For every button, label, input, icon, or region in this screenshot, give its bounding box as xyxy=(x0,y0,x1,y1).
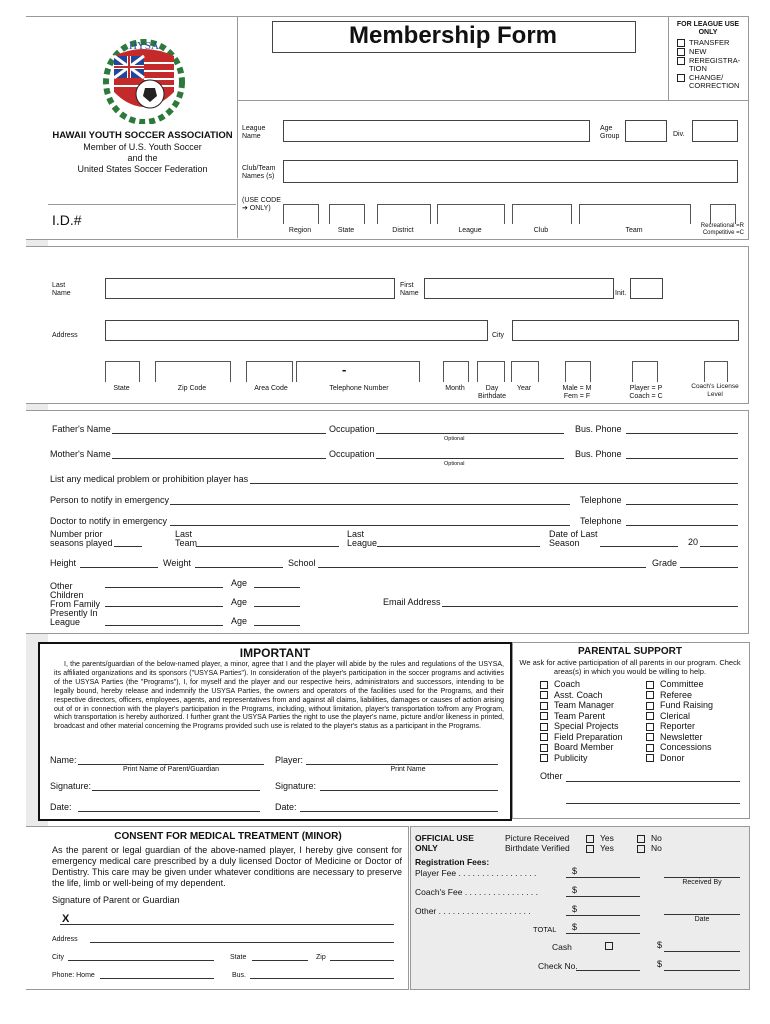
picture-received-label: Picture Received xyxy=(505,833,570,843)
option-team-parent: Team Parent xyxy=(554,710,606,721)
child-3-age-label: Age xyxy=(231,616,248,626)
email-input[interactable] xyxy=(442,606,738,607)
consent-address-input[interactable] xyxy=(90,942,394,943)
address-input[interactable] xyxy=(105,320,488,341)
option-reregistration: REREGISTRA- TION xyxy=(689,56,741,73)
school-label: School xyxy=(288,558,316,568)
picture-no-label: No xyxy=(651,833,662,843)
father-bus-phone-label: Bus. Phone xyxy=(575,424,622,434)
child-3-input[interactable] xyxy=(105,625,223,626)
option-team-manager: Team Manager xyxy=(554,700,615,710)
important-body: I, the parents/guardian of the below-named player, a minor, agree that I and the player will abide by the rules and regulations of the USYSA, its affiliated organizations and its sponsors ("USYSA Parties"). In consideration of the player's participation in the soccer programs and activities of the USYSA Parties (the "Programs"), I, for myself and the player and our respective heirs, administrators and successors, intending to be legally bound, hereby release and indemnify the USYSA Parties, the owners and operators of the facilities used for the Programs, and their respective directors, officers, employees, agents, and representatives from and against all claims, liabilities, damages or causes of action arising out of or in connection with the player's participation in the Programs, including, without limitation, player's transportation to/from any Program, which transportation is hereby authorized. I further grant the USYSA Parties the right to use the player's name, picture and/or likeness in printed, broadcast and other material concerning the Programs provided such use is related to the player's status as a participant in the Programs. xyxy=(54,661,504,731)
emergency-telephone-label: Telephone xyxy=(580,495,622,505)
last-team-label: Last Team xyxy=(175,529,198,548)
init-input[interactable] xyxy=(630,278,663,299)
option-concessions: Concessions xyxy=(660,742,712,752)
option-committee: Committee xyxy=(660,679,704,689)
birthdate-no[interactable] xyxy=(637,843,662,854)
important-title: IMPORTANT xyxy=(239,646,311,660)
option-new: NEW xyxy=(689,47,707,56)
player-date-label: Date: xyxy=(275,802,297,812)
official-use-label: OFFICIAL USE ONLY xyxy=(415,833,474,853)
header-top-divider xyxy=(237,100,748,101)
cash-checkbox[interactable] xyxy=(605,942,613,950)
month-label: Month xyxy=(445,385,465,392)
use-code-label: (USE CODE ➔ ONLY) xyxy=(242,197,281,212)
consent-state-input[interactable] xyxy=(252,960,308,961)
header-left-divider xyxy=(237,16,238,238)
other-fee-label: Other . . . . . . . . . . . . . . . . . . . . xyxy=(415,906,531,916)
emergency-label: Person to notify in emergency xyxy=(50,495,170,505)
code-district-label: District xyxy=(392,227,414,234)
parental-option[interactable] xyxy=(540,711,623,722)
total-dollar: $ xyxy=(572,922,578,932)
parental-option[interactable] xyxy=(646,679,713,690)
emergency-telephone-input[interactable] xyxy=(626,504,738,505)
area-code-box[interactable] xyxy=(246,361,293,382)
parental-option[interactable] xyxy=(540,753,623,764)
birthdate-yes-label: Yes xyxy=(600,843,614,853)
parental-title: PARENTAL SUPPORT xyxy=(578,646,682,657)
grade-label: Grade xyxy=(652,558,678,568)
height-label: Height xyxy=(50,558,77,568)
player-fee-label: Player Fee . . . . . . . . . . . . . . . . . xyxy=(415,868,537,878)
parental-option[interactable] xyxy=(540,690,623,701)
first-name-label: First Name xyxy=(400,282,419,297)
age-group-label: Age Group xyxy=(600,125,620,140)
code-state-label: State xyxy=(337,227,355,234)
last-name-label: Last Name xyxy=(52,282,71,297)
consent-signature-input[interactable] xyxy=(60,924,394,925)
org-line3: and the xyxy=(127,153,158,163)
check-no-label: Check No. xyxy=(538,961,578,971)
print-parent-label: Print Name of Parent/Guardian xyxy=(122,766,220,773)
zip-box[interactable] xyxy=(155,361,231,382)
option-fund-raising: Fund Raising xyxy=(660,700,714,710)
consent-title: CONSENT FOR MEDICAL TREATMENT (MINOR) xyxy=(114,831,342,842)
address-label: Address xyxy=(52,332,78,339)
consent-phone-home-label: Phone: Home xyxy=(52,972,95,979)
medical-input[interactable] xyxy=(250,483,738,484)
code-region-label: Region xyxy=(288,227,312,234)
telephone-box[interactable] xyxy=(296,361,420,382)
league-use-option[interactable] xyxy=(677,74,739,90)
parental-option[interactable] xyxy=(646,753,713,764)
org-line2: Member of U.S. Youth Soccer xyxy=(83,142,202,152)
city-label: City xyxy=(492,332,505,339)
check-no-input[interactable] xyxy=(576,970,640,971)
emergency-input[interactable] xyxy=(170,504,570,505)
consent-zip-input[interactable] xyxy=(330,960,394,961)
child-1-age-label: Age xyxy=(231,578,248,588)
last-team-input[interactable] xyxy=(196,546,339,547)
email-label: Email Address xyxy=(383,597,441,607)
option-reporter: Reporter xyxy=(660,721,696,731)
parent-date-input[interactable] xyxy=(78,811,260,812)
code-rec-comp-box[interactable] xyxy=(710,204,736,224)
last-league-input[interactable] xyxy=(377,546,540,547)
club-team-input[interactable] xyxy=(283,160,738,183)
child-1-age-input[interactable] xyxy=(254,587,300,588)
org-name: HAWAII YOUTH SOCCER ASSOCIATION xyxy=(52,130,233,141)
coach-fee-dollar: $ xyxy=(572,885,578,895)
office-date-label: Date xyxy=(694,916,710,923)
player-name-label: Player: xyxy=(275,755,304,765)
code-league-box[interactable] xyxy=(437,204,505,224)
consent-phone-home-input[interactable] xyxy=(100,978,214,979)
zip-label: Zip Code xyxy=(177,385,207,392)
received-by-input[interactable] xyxy=(664,877,740,878)
option-coach: Coach xyxy=(554,679,581,689)
consent-city-label: City xyxy=(52,954,65,961)
date-last-season-label: Date of Last Season xyxy=(549,529,598,548)
page-title: Membership Form xyxy=(348,22,558,49)
coach-fee-input[interactable] xyxy=(566,896,640,897)
city-input[interactable] xyxy=(512,320,739,341)
year-suffix-input[interactable] xyxy=(700,546,738,547)
consent-body: As the parent or legal guardian of the above-named player, I hereby give consent for emergency medical care prescribed by a duly licensed Doctor of Medicine or Doctor of Dentistry. This care may be given under whatever conditions are necessary to preserve the life, limb or well-being of my dependent. xyxy=(52,845,402,888)
parental-other-label: Other xyxy=(540,771,563,781)
parent-date-label: Date: xyxy=(50,802,72,812)
code-team-box[interactable] xyxy=(579,204,691,224)
mother-occupation-label: Occupation xyxy=(329,449,375,459)
parent-name-label: Name: xyxy=(50,755,77,765)
year-label: Year xyxy=(516,385,532,392)
league-name-label: League Name xyxy=(242,125,266,140)
role-box[interactable] xyxy=(632,361,658,382)
age-group-input[interactable] xyxy=(625,120,667,142)
parent-signature-input[interactable] xyxy=(92,790,260,791)
doctor-telephone-input[interactable] xyxy=(626,525,738,526)
school-input[interactable] xyxy=(318,567,646,568)
player-fee-input[interactable] xyxy=(566,877,640,878)
cash-dollar: $ xyxy=(657,940,663,950)
consent-zip-label: Zip xyxy=(316,954,326,961)
area-code-label: Area Code xyxy=(254,385,288,392)
option-special-projects: Special Projects xyxy=(554,721,619,731)
parental-other-input[interactable] xyxy=(566,781,740,782)
telephone-label: Telephone Number xyxy=(329,385,389,392)
parental-option[interactable] xyxy=(646,700,713,711)
consent-x-mark: X xyxy=(62,913,70,925)
option-asst-coach: Asst. Coach xyxy=(554,689,603,700)
option-field-preparation: Field Preparation xyxy=(554,731,623,742)
other-children-label: Other Children From Family Presently In League xyxy=(50,581,100,627)
coach-license-label: Coach's License Level xyxy=(691,383,739,398)
player-signature-label: Signature: xyxy=(275,781,317,791)
league-name-input[interactable] xyxy=(283,120,590,142)
consent-bus-input[interactable] xyxy=(250,978,394,979)
total-label: TOTAL xyxy=(533,925,557,934)
player-date-input[interactable] xyxy=(300,811,498,812)
player-signature-input[interactable] xyxy=(320,790,498,791)
parental-option[interactable] xyxy=(646,742,713,753)
year-box[interactable] xyxy=(511,361,539,382)
parental-option[interactable] xyxy=(646,711,713,722)
div-input[interactable] xyxy=(692,120,738,142)
child-3-age-input[interactable] xyxy=(254,625,300,626)
consent-bus-label: Bus. xyxy=(232,972,247,979)
day-box[interactable] xyxy=(477,361,505,382)
init-label: Init. xyxy=(615,290,627,297)
child-2-age-label: Age xyxy=(231,597,248,607)
mother-occupation-input[interactable] xyxy=(376,458,564,459)
logo-text: HYSA xyxy=(129,40,159,52)
code-club-box[interactable] xyxy=(512,204,572,224)
parental-intro: We ask for active participation of all parents in our program. Check areas(s) in which you would be willing to help. xyxy=(519,658,741,676)
father-label: Father's Name xyxy=(52,424,111,434)
last-name-input[interactable] xyxy=(105,278,395,299)
parental-option[interactable] xyxy=(540,700,623,711)
father-bus-phone-input[interactable] xyxy=(626,433,738,434)
div-label: Div. xyxy=(673,131,685,138)
option-publicity: Publicity xyxy=(554,752,588,763)
office-date-input[interactable] xyxy=(664,914,740,915)
parental-option[interactable] xyxy=(646,690,713,701)
parental-option[interactable] xyxy=(540,742,623,753)
rec-comp-label: Recreational =R Competitive =C xyxy=(700,223,744,236)
mother-bus-phone-input[interactable] xyxy=(626,458,738,459)
option-change-correction: CHANGE/ CORRECTION xyxy=(689,73,740,90)
parental-option[interactable] xyxy=(646,721,713,732)
grade-input[interactable] xyxy=(680,567,738,568)
height-input[interactable] xyxy=(80,567,158,568)
cash-label: Cash xyxy=(552,942,572,952)
player-name-input[interactable] xyxy=(306,764,498,765)
first-name-input[interactable] xyxy=(424,278,614,299)
other-fee-input[interactable] xyxy=(566,915,640,916)
org-line4: United States Soccer Federation xyxy=(77,164,208,174)
doctor-input[interactable] xyxy=(170,525,570,526)
parental-option[interactable] xyxy=(540,679,623,690)
child-2-input[interactable] xyxy=(105,606,223,607)
role-label: Player = P Coach = C xyxy=(629,385,663,400)
mother-bus-phone-label: Bus. Phone xyxy=(575,449,622,459)
option-transfer: TRANSFER xyxy=(689,38,730,47)
doctor-label: Doctor to notify in emergency xyxy=(50,516,168,526)
father-input[interactable] xyxy=(112,433,326,434)
doctor-telephone-label: Telephone xyxy=(580,516,622,526)
option-newsletter: Newsletter xyxy=(660,731,703,742)
sex-label: Male = M Fem = F xyxy=(562,385,592,400)
telephone-dash: - xyxy=(342,362,347,377)
code-league-label: League xyxy=(458,227,482,234)
option-clerical: Clerical xyxy=(660,710,691,721)
medical-label: List any medical problem or prohibition player has xyxy=(50,474,249,484)
day-birthdate-label: Day Birthdate xyxy=(477,385,507,400)
month-box[interactable] xyxy=(443,361,469,382)
club-team-label: Club/Team Names (s) xyxy=(242,165,276,180)
reg-fees-label: Registration Fees: xyxy=(415,857,490,867)
parent-signature-label: Signature: xyxy=(50,781,92,791)
player-fee-dollar: $ xyxy=(572,866,578,876)
parental-right-list xyxy=(646,679,713,763)
date-last-season-input[interactable] xyxy=(600,546,678,547)
birthdate-yes[interactable] xyxy=(586,843,614,854)
option-board-member: Board Member xyxy=(554,742,614,752)
parental-option[interactable] xyxy=(646,732,713,743)
mother-label: Mother's Name xyxy=(50,449,111,459)
parental-option[interactable] xyxy=(540,721,623,732)
league-use-heading: FOR LEAGUE USE ONLY xyxy=(676,21,740,36)
check-dollar: $ xyxy=(657,959,663,969)
league-use-option[interactable] xyxy=(677,48,707,56)
consent-city-input[interactable] xyxy=(68,960,214,961)
sex-box[interactable] xyxy=(565,361,591,382)
prior-seasons-label: Number prior seasons played xyxy=(50,529,113,548)
cash-input[interactable] xyxy=(664,951,740,952)
received-by-label: Received By xyxy=(682,879,722,886)
father-occupation-label: Occupation xyxy=(329,424,375,434)
state-box[interactable] xyxy=(105,361,140,382)
last-league-label: Last League xyxy=(347,529,378,548)
option-donor: Donor xyxy=(660,752,685,763)
father-optional: Optional xyxy=(444,436,465,442)
league-use-option[interactable] xyxy=(677,39,729,47)
birthdate-verified-label: Birthdate Verified xyxy=(505,843,570,853)
weight-label: Weight xyxy=(163,558,191,568)
weight-input[interactable] xyxy=(195,567,283,568)
child-1-input[interactable] xyxy=(105,587,223,588)
child-2-age-input[interactable] xyxy=(254,606,300,607)
prior-seasons-input[interactable] xyxy=(114,546,142,547)
coach-license-box[interactable] xyxy=(704,361,728,382)
parental-option[interactable] xyxy=(540,732,623,743)
code-club-label: Club xyxy=(533,227,549,234)
parental-other-input-2[interactable] xyxy=(566,803,740,804)
check-amount-input[interactable] xyxy=(664,970,740,971)
consent-signature-label: Signature of Parent or Guardian xyxy=(52,895,180,905)
consent-state-label: State xyxy=(230,954,247,961)
league-use-option[interactable] xyxy=(677,57,739,73)
code-state-box[interactable] xyxy=(329,204,365,224)
hysa-logo xyxy=(96,36,192,124)
birthdate-no-label: No xyxy=(651,843,662,853)
other-fee-dollar: $ xyxy=(572,904,578,914)
picture-yes-label: Yes xyxy=(600,833,614,843)
code-region-box[interactable] xyxy=(283,204,319,224)
state-label: State xyxy=(113,385,130,392)
code-district-box[interactable] xyxy=(377,204,431,224)
option-referee: Referee xyxy=(660,689,693,700)
code-team-label: Team xyxy=(625,227,643,234)
parent-name-input[interactable] xyxy=(78,764,264,765)
father-occupation-input[interactable] xyxy=(376,433,564,434)
print-name-label: Print Name xyxy=(390,766,426,773)
total-input[interactable] xyxy=(566,933,640,934)
mother-optional: Optional xyxy=(444,461,465,467)
id-label: I.D.# xyxy=(52,212,82,228)
consent-address-label: Address xyxy=(52,936,78,943)
parental-left-list xyxy=(540,679,623,763)
year-prefix: 20 xyxy=(688,537,699,547)
coach-fee-label: Coach's Fee . . . . . . . . . . . . . . . . xyxy=(415,887,539,897)
mother-input[interactable] xyxy=(112,458,326,459)
